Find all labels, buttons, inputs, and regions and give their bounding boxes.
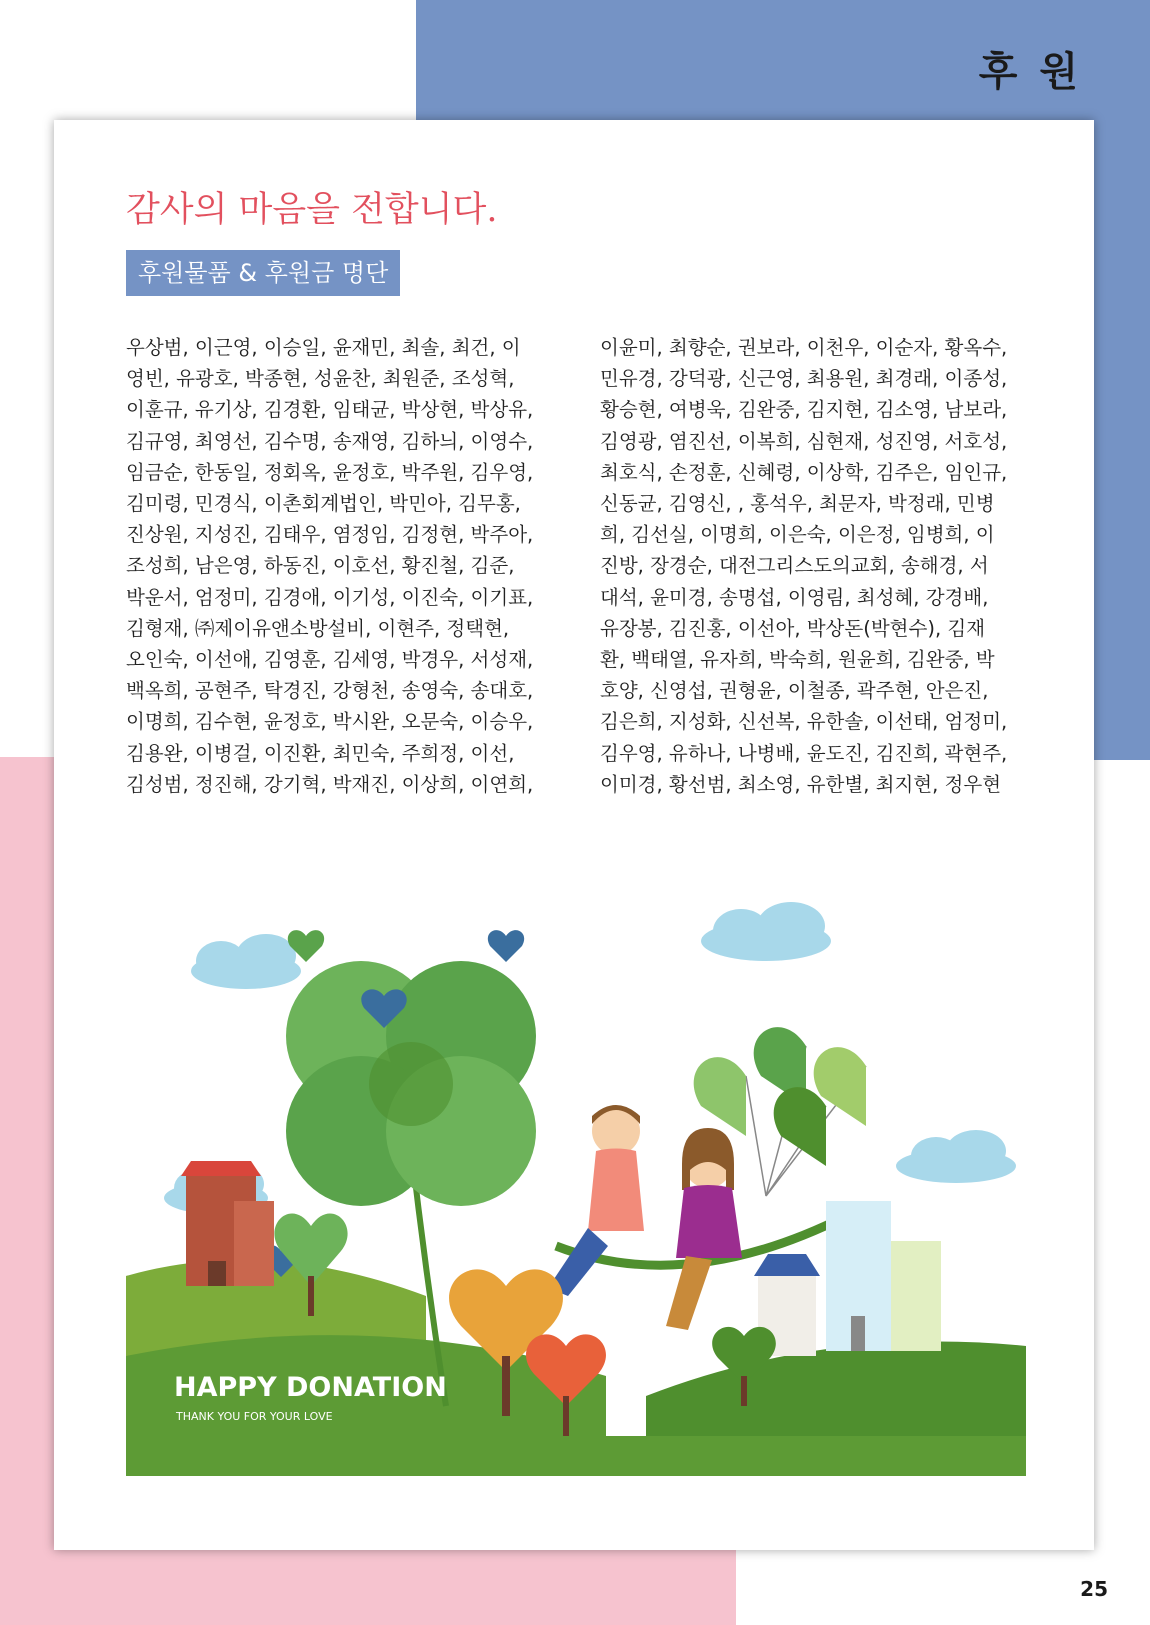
donor-line: 대석, 윤미경, 송명섭, 이영림, 최성혜, 강경배, [600, 585, 989, 609]
illustration-title: HAPPY DONATION [174, 1372, 447, 1403]
building-right [754, 1201, 941, 1356]
donor-line: 진상원, 지성진, 김태우, 염정임, 김정현, 박주아, [126, 523, 534, 547]
donor-line: 김미령, 민경식, 이촌회계법인, 박민아, 김무홍, [126, 492, 521, 516]
donor-line: 박운서, 엄정미, 김경애, 이기성, 이진숙, 이기표, [126, 585, 534, 609]
illustration-subtitle: THANK YOU FOR YOUR LOVE [176, 1410, 333, 1423]
donor-line: 임금순, 한동일, 정회옥, 윤정호, 박주원, 김우영, [126, 460, 534, 484]
subheading-badge: 후원물품 & 후원금 명단 [126, 250, 400, 296]
donor-line: 우상범, 이근영, 이승일, 윤재민, 최솔, 최건, 이 [126, 336, 521, 359]
cloud-icon [191, 934, 301, 989]
heart-icon [488, 930, 524, 962]
donor-line: 희, 김선실, 이명희, 이은숙, 이은정, 임병희, 이 [600, 523, 995, 547]
donor-line: 호양, 신영섭, 권형윤, 이철종, 곽주현, 안은진, [600, 679, 989, 703]
donor-line: 김우영, 유하나, 나병배, 윤도진, 김진희, 곽현주, [600, 741, 1008, 765]
donor-line: 조성희, 남은영, 하동진, 이호선, 황진철, 김준, [126, 554, 515, 578]
donor-line: 최호식, 손정훈, 신혜령, 이상학, 김주은, 임인규, [600, 460, 1008, 484]
donor-list-left [126, 332, 562, 800]
donor-line: 오인숙, 이선애, 김영훈, 김세영, 박경우, 서성재, [126, 648, 534, 672]
cloud-icon [896, 1130, 1016, 1183]
donor-line: 황승현, 여병욱, 김완중, 김지현, 김소영, 남보라, [600, 398, 1008, 422]
donor-line: 이미경, 황선범, 최소영, 유한별, 최지현, 정우현 [600, 772, 1002, 796]
donor-line: 백옥희, 공현주, 탁경진, 강형천, 송영숙, 송대호, [126, 679, 534, 703]
donor-line: 김용완, 이병걸, 이진환, 최민숙, 주희정, 이선, [126, 741, 515, 765]
cloud-icon [701, 902, 831, 961]
section-label: 후 원 [978, 49, 1082, 95]
donor-line: 신동균, 김영신, , 홍석우, 최문자, 박정래, 민병 [600, 492, 995, 516]
donor-line: 민유경, 강덕광, 신근영, 최용원, 최경래, 이종성, [600, 367, 1008, 391]
donor-line: 유장봉, 김진홍, 이선아, 박상돈(박현수), 김재 [600, 616, 986, 640]
headline: 감사의 마음을 전합니다. [126, 190, 498, 230]
content-card [54, 120, 1094, 1550]
donor-line: 영빈, 유광호, 박종현, 성윤찬, 최원준, 조성혁, [126, 367, 515, 391]
girl-figure [666, 1128, 742, 1330]
donor-line: 김형재, ㈜제이유앤소방설비, 이현주, 정택현, [126, 616, 510, 640]
donor-line: 이훈규, 유기상, 김경환, 임태균, 박상현, 박상유, [126, 398, 534, 422]
donation-illustration [126, 876, 1026, 1476]
donor-line: 김영광, 염진선, 이복희, 심현재, 성진영, 서호성, [600, 429, 1008, 453]
donor-list-right [600, 332, 1036, 800]
donor-line: 환, 백태열, 유자희, 박숙희, 원윤희, 김완중, 박 [600, 648, 995, 672]
donor-line: 김은희, 지성화, 신선복, 유한솔, 이선태, 엄정미, [600, 710, 1008, 734]
donor-line: 김규영, 최영선, 김수명, 송재영, 김하늬, 이영수, [126, 429, 534, 453]
donor-line: 김성범, 정진해, 강기혁, 박재진, 이상희, 이연희, [126, 772, 534, 796]
page-number: 25 [1080, 1577, 1108, 1601]
donor-line: 이윤미, 최향순, 권보라, 이천우, 이순자, 황옥수, [600, 336, 1008, 359]
donor-line: 진방, 장경순, 대전그리스도의교회, 송해경, 서 [600, 554, 989, 578]
donor-line: 이명희, 김수현, 윤정호, 박시완, 오문숙, 이승우, [126, 710, 534, 734]
